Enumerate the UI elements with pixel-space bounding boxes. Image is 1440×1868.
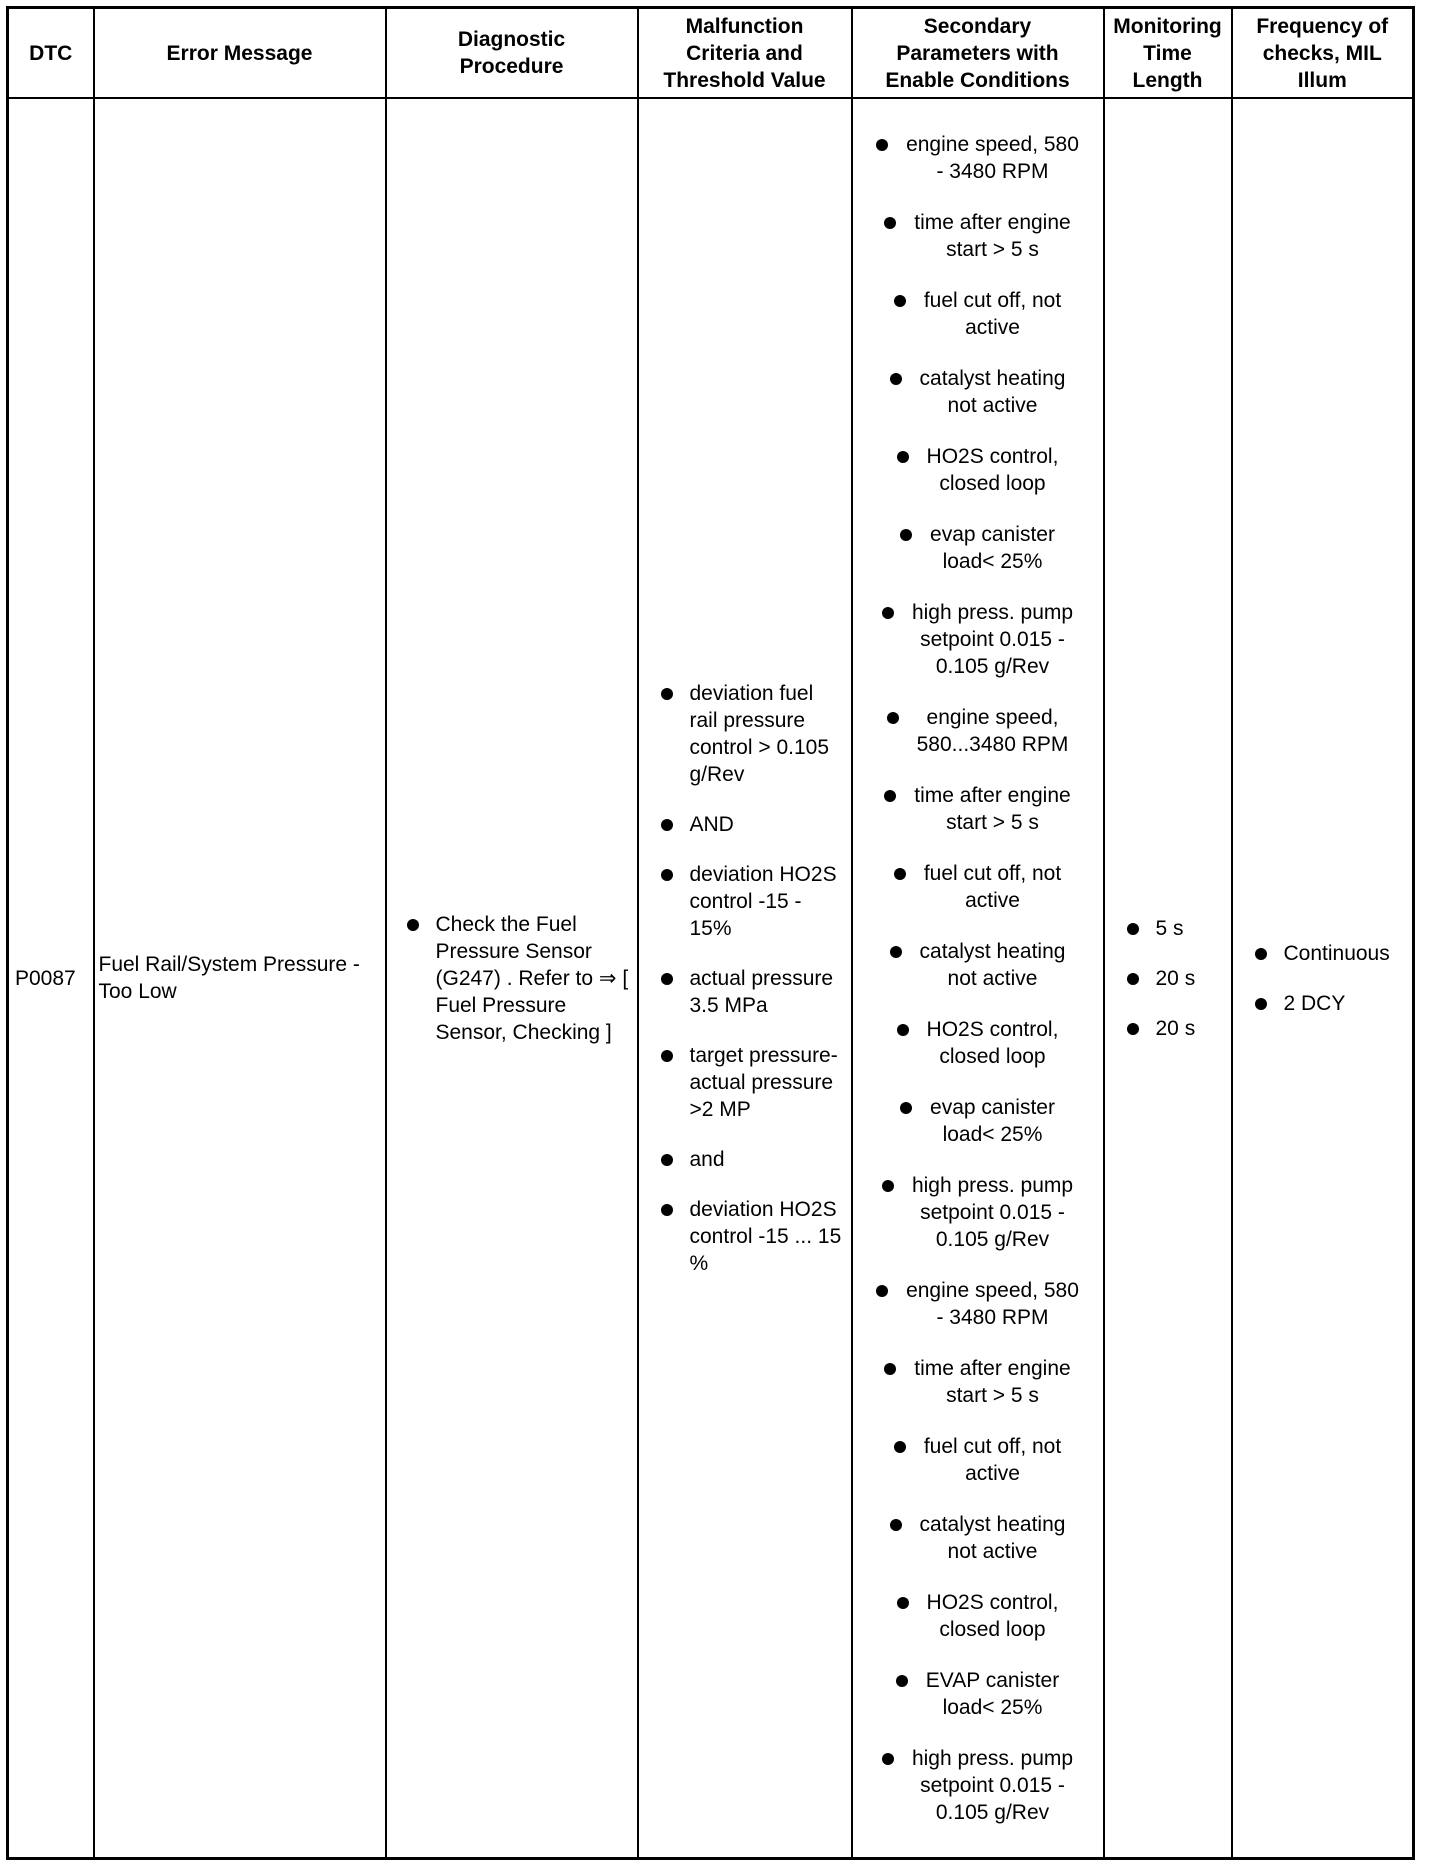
table-row [8, 98, 1414, 1859]
secondary-parameter-text: time after engine start > 5 s [884, 1355, 1070, 1409]
header-secondary-parameters: Secondary Parameters with Enable Conditions [852, 8, 1104, 99]
secondary-parameter-text: high press. pump setpoint 0.015 - 0.105 g/Rev [882, 1172, 1073, 1253]
frequency-cell [1232, 98, 1414, 1859]
diagnostic-procedure-item: Check the Fuel Pressure Sensor (G247) . Refer to ⇒ [ Fuel Pressure Sensor, Checking ] [399, 911, 631, 1046]
secondary-parameter-item [859, 365, 1097, 419]
secondary-parameter-item [859, 860, 1097, 914]
header-error-message: Error Message [94, 8, 386, 99]
secondary-parameter-item [859, 1589, 1097, 1643]
frequency-item: Continuous [1247, 940, 1413, 967]
secondary-parameter-text: HO2S control, closed loop [897, 443, 1059, 497]
secondary-parameters-list [859, 131, 1097, 1826]
malfunction-criteria-item: target pressure-actual pressure >2 MP [653, 1042, 845, 1123]
malfunction-criteria-item: deviation HO2S control -15 ... 15 % [653, 1196, 845, 1277]
secondary-parameter-text: catalyst heating not active [890, 938, 1066, 992]
secondary-parameter-text: evap canister load< 25% [900, 1094, 1055, 1148]
error-message: Fuel Rail/System Pressure - Too Low [94, 98, 386, 1859]
dtc-table [6, 6, 1415, 1860]
secondary-parameter-item [859, 1094, 1097, 1148]
secondary-parameter-item [859, 1016, 1097, 1070]
secondary-parameter-item [859, 1511, 1097, 1565]
secondary-parameter-item [859, 1433, 1097, 1487]
header-diagnostic-procedure: Diagnostic Procedure [386, 8, 638, 99]
dtc-code: P0087 [8, 98, 94, 1859]
frequency-list [1247, 940, 1413, 1017]
secondary-parameter-item [859, 599, 1097, 680]
secondary-parameter-text: catalyst heating not active [890, 365, 1066, 419]
monitoring-time-item: 20 s [1119, 965, 1231, 992]
monitoring-time-list [1119, 915, 1231, 1042]
secondary-parameter-item [859, 1172, 1097, 1253]
header-malfunction-criteria: Malfunction Criteria and Threshold Value [638, 8, 852, 99]
secondary-parameter-item [859, 782, 1097, 836]
secondary-parameter-text: high press. pump setpoint 0.015 - 0.105 g/Rev [882, 599, 1073, 680]
secondary-parameter-text: time after engine start > 5 s [884, 209, 1070, 263]
malfunction-criteria-item: and [653, 1146, 845, 1173]
secondary-parameter-item [859, 521, 1097, 575]
secondary-parameter-text: fuel cut off, not active [894, 860, 1061, 914]
secondary-parameter-item [859, 209, 1097, 263]
malfunction-criteria-list [653, 680, 845, 1277]
secondary-parameter-item [859, 443, 1097, 497]
secondary-parameter-text: HO2S control, closed loop [897, 1016, 1059, 1070]
malfunction-criteria-item: deviation HO2S control -15 - 15% [653, 861, 845, 942]
malfunction-criteria-item: AND [653, 811, 845, 838]
secondary-parameter-text: EVAP canister load< 25% [896, 1667, 1059, 1721]
secondary-parameter-item [859, 1277, 1097, 1331]
header-row [8, 8, 1414, 99]
secondary-parameter-text: engine speed, 580...3480 RPM [887, 704, 1069, 758]
secondary-parameter-text: engine speed, 580 - 3480 RPM [876, 131, 1079, 185]
secondary-parameter-item [859, 131, 1097, 185]
secondary-parameter-item [859, 704, 1097, 758]
frequency-item: 2 DCY [1247, 990, 1413, 1017]
secondary-parameter-text: high press. pump setpoint 0.015 - 0.105 g/Rev [882, 1745, 1073, 1826]
secondary-parameter-item [859, 1745, 1097, 1826]
header-frequency: Frequency of checks, MIL Illum [1232, 8, 1414, 99]
secondary-parameter-text: engine speed, 580 - 3480 RPM [876, 1277, 1079, 1331]
secondary-parameter-item [859, 938, 1097, 992]
header-dtc: DTC [8, 8, 94, 99]
diagnostic-procedure-cell [386, 98, 638, 1859]
diagnostic-procedure-list [399, 911, 631, 1046]
secondary-parameter-text: evap canister load< 25% [900, 521, 1055, 575]
secondary-parameters-cell [852, 98, 1104, 1859]
secondary-parameter-text: catalyst heating not active [890, 1511, 1066, 1565]
secondary-parameter-text: fuel cut off, not active [894, 287, 1061, 341]
secondary-parameter-item [859, 1667, 1097, 1721]
monitoring-time-cell [1104, 98, 1232, 1859]
malfunction-criteria-item: actual pressure 3.5 MPa [653, 965, 845, 1019]
secondary-parameter-text: HO2S control, closed loop [897, 1589, 1059, 1643]
secondary-parameter-item [859, 1355, 1097, 1409]
secondary-parameter-text: fuel cut off, not active [894, 1433, 1061, 1487]
header-monitoring-time: Monitoring Time Length [1104, 8, 1232, 99]
secondary-parameter-text: time after engine start > 5 s [884, 782, 1070, 836]
monitoring-time-item: 20 s [1119, 1015, 1231, 1042]
secondary-parameter-item [859, 287, 1097, 341]
malfunction-criteria-cell [638, 98, 852, 1859]
monitoring-time-item: 5 s [1119, 915, 1231, 942]
malfunction-criteria-item: deviation fuel rail pressure control > 0.105 g/Rev [653, 680, 845, 788]
